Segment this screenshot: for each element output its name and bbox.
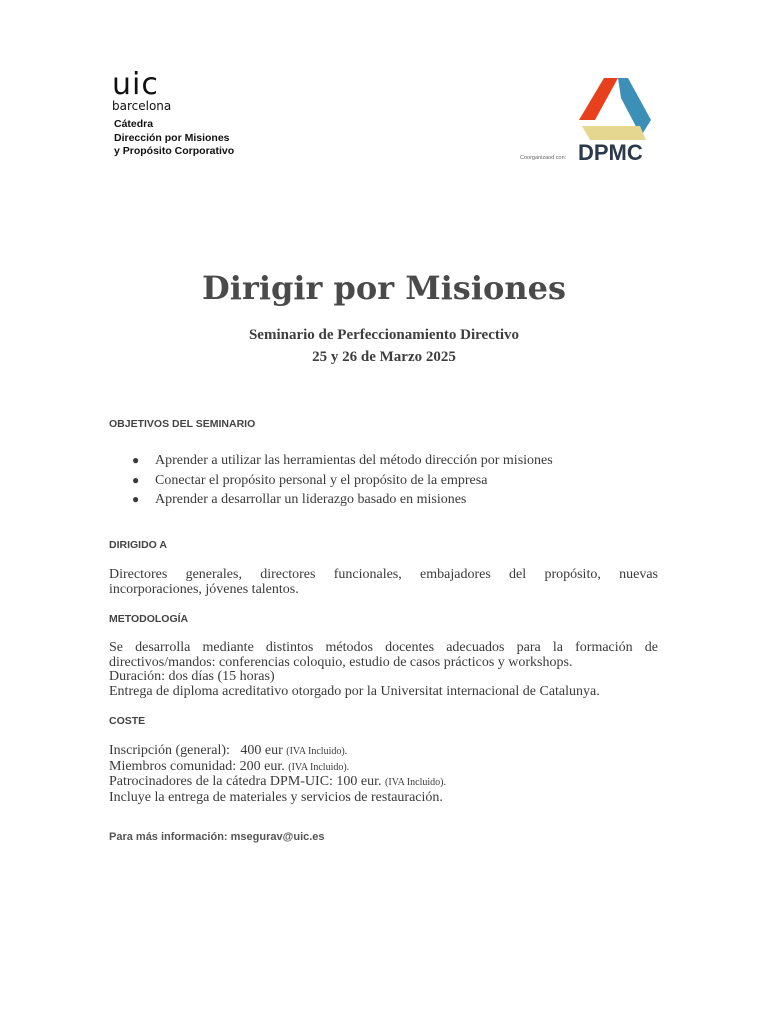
dirigido-heading: DIRIGIDO A: [109, 539, 167, 551]
dirigido-line: Directores generales, directores funcionales, embajadores del propósito, nuevas: [109, 567, 658, 582]
uic-wordmark: uic: [112, 67, 159, 102]
catedra-line: Cátedra: [114, 118, 154, 130]
uic-city: barcelona: [112, 99, 172, 113]
list-item: ● Aprender a desarrollar un liderazgo basado en misiones: [130, 490, 553, 510]
coste-line: Incluye la entrega de materiales y servicios de restauración.: [109, 789, 443, 805]
coste-heading: COSTE: [109, 715, 146, 727]
coste-text: [109, 744, 658, 805]
iva-note: (IVA Incluido).: [286, 746, 348, 757]
dirigido-text: [109, 568, 658, 597]
iva-note: (IVA Incluido).: [385, 777, 446, 789]
catedra-block: [114, 118, 234, 159]
metodologia-line: Se desarrolla mediante distintos métodos docentes adecuados para la formación de: [109, 640, 658, 655]
list-item: ● Conectar el propósito personal y el propósito de la empresa: [130, 471, 553, 491]
dpmc-triangle-logo: [578, 76, 652, 142]
uic-logo: [112, 67, 172, 113]
metodologia-text: [109, 641, 658, 699]
bullet-icon: ●: [132, 453, 140, 467]
coorganized-label: Coorganizaod con:: [520, 155, 567, 161]
metodologia-line: Duración: dos días (15 horas): [109, 669, 275, 685]
metodologia-line: directivos/mandos: conferencias coloquio, estudio de casos prácticos y workshops.: [109, 654, 573, 670]
catedra-line: y Propósito Corporativo: [114, 145, 235, 157]
metodologia-line: Entrega de diploma acreditativo otorgado por la Universitat internacional de Catalunya.: [109, 683, 600, 699]
bullet-icon: ●: [132, 492, 140, 506]
coste-line: Inscripción (general): 400 eur (IVA Incluido).: [109, 743, 348, 758]
dates-text: 25 y 26 de Marzo 2025: [312, 349, 456, 365]
dirigido-line: incorporaciones, jóvenes talentos.: [109, 581, 299, 597]
iva-note: (IVA Incluido).: [288, 761, 350, 773]
page-title: Dirigir por Misiones: [202, 269, 566, 307]
dpmc-wordmark: DPMC: [578, 140, 643, 165]
contact-info: Para más información: msegurav@uic.es: [109, 831, 325, 843]
dpmc-triangle-yellow: [582, 126, 646, 140]
objetivos-heading: OBJETIVOS DEL SEMINARIO: [109, 418, 256, 430]
objetivos-list: [130, 451, 553, 510]
subtitle-text: Seminario de Perfeccionamiento Directivo: [248, 327, 520, 343]
bullet-icon: ●: [132, 472, 140, 487]
dpmc-triangle-red: [579, 78, 618, 120]
coste-line: Miembros comunidad: 200 eur. (IVA Incluido).: [109, 758, 350, 774]
page-subtitle: [0, 324, 768, 368]
catedra-line: Dirección por Misiones: [114, 131, 230, 144]
list-item: ● Aprender a utilizar las herramientas del método dirección por misiones: [130, 451, 553, 471]
metodologia-heading: METODOLOGÍA: [109, 613, 189, 625]
coste-line: Patrocinadores de la cátedra DPM-UIC: 100 eur. (IVA Incluido).: [109, 774, 446, 790]
